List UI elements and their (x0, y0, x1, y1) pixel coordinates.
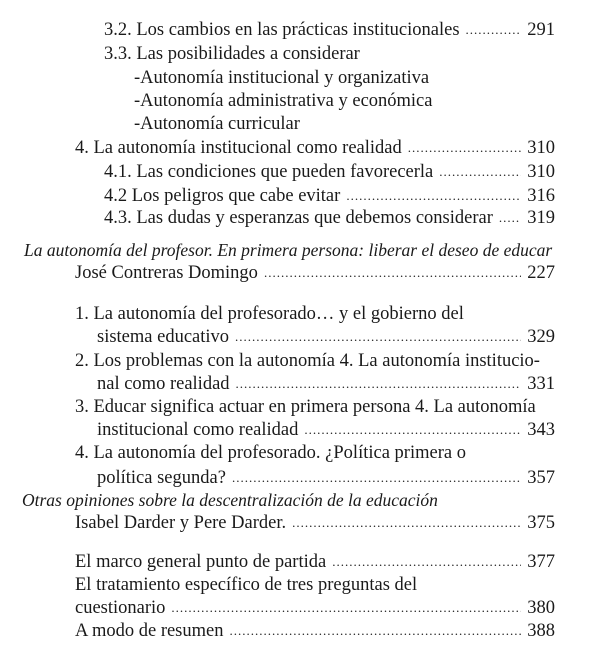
entry-title: 2. Los problemas con la autonomía 4. La autonomía institucio- (75, 351, 540, 371)
toc-entry-continued (97, 418, 555, 442)
dot-leader (171, 596, 521, 620)
entry-title: 3.3. Las posibilidades a considerar (104, 44, 360, 64)
entry-title: El tratamiento específico de tres preguntas del (75, 575, 418, 595)
page-number: 329 (527, 327, 555, 347)
author-name: José Contreras Domingo (75, 263, 258, 283)
chapter-author (75, 261, 555, 285)
toc-entry-continued (97, 466, 555, 490)
toc-entry (104, 160, 555, 184)
toc-subentry (134, 89, 432, 113)
entry-title: A modo de resumen (75, 621, 224, 641)
entry-title: sistema educativo (97, 327, 230, 347)
entry-title: 3. Educar significa actuar en primera persona 4. La autonomía (75, 397, 536, 417)
entry-title: 4. La autonomía del profesorado. ¿Política primera o (75, 443, 466, 463)
dot-leader (236, 372, 522, 396)
toc-entry (75, 302, 464, 326)
entry-title: Otras opiniones sobre la descentralización de la educación (22, 490, 438, 510)
entry-title: cuestionario (75, 598, 166, 618)
entry-title: La autonomía del profesor. En primera persona: liberar el deseo de educar (24, 240, 553, 260)
dot-leader (466, 18, 522, 42)
page-number: 357 (527, 468, 555, 488)
dot-leader (292, 511, 521, 535)
dot-leader (439, 160, 521, 184)
toc-entry-continued (75, 596, 555, 620)
toc-entry (104, 206, 555, 230)
toc-entry (75, 441, 466, 465)
dot-leader (408, 136, 522, 160)
entry-title: política segunda? (97, 468, 226, 488)
entry-title: 4.2 Los peligros que cabe evitar (104, 186, 341, 206)
toc-subentry (134, 66, 429, 90)
entry-title: nal como realidad (97, 374, 230, 394)
entry-title: -Autonomía curricular (134, 114, 300, 134)
chapter-title (24, 238, 552, 262)
entry-title: 3.2. Los cambios en las prácticas institucionales (104, 20, 460, 40)
dot-leader (232, 466, 521, 490)
toc-entry (104, 42, 360, 66)
toc-entry-continued (97, 372, 555, 396)
entry-title: 1. La autonomía del profesorado… y el gobierno del (75, 304, 464, 324)
entry-title: 4. La autonomía institucional como realidad (75, 138, 402, 158)
page-number: 380 (527, 598, 555, 618)
toc-entry (104, 18, 555, 42)
page-number: 319 (527, 208, 555, 228)
dot-leader (230, 619, 522, 643)
page-number: 227 (527, 263, 555, 283)
chapter-author (75, 511, 555, 535)
entry-title: -Autonomía institucional y organizativa (134, 68, 430, 88)
toc-entry (104, 184, 555, 208)
toc-entry (75, 136, 555, 160)
entry-title: El marco general punto de partida (75, 552, 327, 572)
dot-leader (346, 184, 521, 208)
chapter-title (22, 488, 438, 512)
toc-entry (75, 395, 536, 419)
page-number: 310 (527, 162, 555, 182)
page-number: 377 (527, 552, 555, 572)
toc-entry (75, 573, 417, 597)
toc-entry-continued (97, 325, 555, 349)
entry-title: 4.1. Las condiciones que pueden favorecerla (104, 162, 434, 182)
toc-entry (75, 619, 555, 643)
dot-leader (304, 418, 521, 442)
entry-title: 4.3. Las dudas y esperanzas que debemos considerar (104, 208, 493, 228)
page-number: 388 (527, 621, 555, 641)
toc-subentry (134, 112, 300, 136)
entry-title: -Autonomía administrativa y económica (134, 91, 433, 111)
author-name: Isabel Darder y Pere Darder. (75, 513, 287, 533)
dot-leader (499, 206, 521, 230)
entry-title: institucional como realidad (97, 420, 299, 440)
page-number: 291 (527, 20, 555, 40)
page-number: 375 (527, 513, 555, 533)
page-number: 331 (527, 374, 555, 394)
toc-entry (75, 550, 555, 574)
page-number: 310 (527, 138, 555, 158)
dot-leader (235, 325, 521, 349)
page-number: 316 (527, 186, 555, 206)
page-number: 343 (527, 420, 555, 440)
dot-leader (332, 550, 521, 574)
toc-entry (75, 349, 540, 373)
dot-leader (264, 261, 521, 285)
